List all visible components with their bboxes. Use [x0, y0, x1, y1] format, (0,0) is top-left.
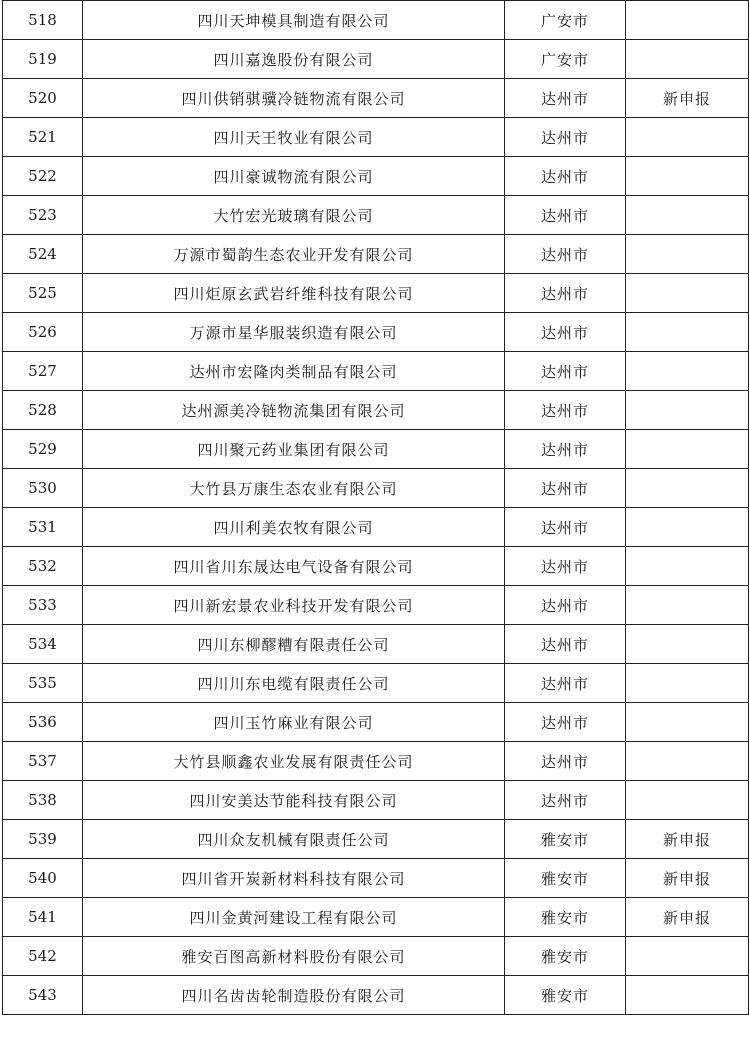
company-name: 四川利美农牧有限公司: [83, 508, 505, 547]
row-number: 518: [3, 1, 83, 40]
note-cell: [626, 430, 749, 469]
table-row: [3, 937, 749, 976]
table-row: [3, 508, 749, 547]
note-cell: 新申报: [626, 859, 749, 898]
city-name: 达州市: [505, 157, 626, 196]
table-row: [3, 79, 749, 118]
company-name: 四川炬原玄武岩纤维科技有限公司: [83, 274, 505, 313]
city-name: 达州市: [505, 274, 626, 313]
table-row: [3, 586, 749, 625]
city-name: 雅安市: [505, 937, 626, 976]
company-name: 雅安百图高新材料股份有限公司: [83, 937, 505, 976]
city-name: 广安市: [505, 1, 626, 40]
company-name: 四川新宏景农业科技开发有限公司: [83, 586, 505, 625]
city-name: 达州市: [505, 118, 626, 157]
row-number: 527: [3, 352, 83, 391]
table-row: [3, 820, 749, 859]
row-number: 532: [3, 547, 83, 586]
note-cell: [626, 742, 749, 781]
company-name: 大竹县顺鑫农业发展有限责任公司: [83, 742, 505, 781]
city-name: 达州市: [505, 781, 626, 820]
company-name: 四川聚元药业集团有限公司: [83, 430, 505, 469]
note-cell: [626, 703, 749, 742]
company-name: 达州源美冷链物流集团有限公司: [83, 391, 505, 430]
city-name: 达州市: [505, 391, 626, 430]
company-name: 四川东柳醪糟有限责任公司: [83, 625, 505, 664]
company-name: 达州市宏隆肉类制品有限公司: [83, 352, 505, 391]
company-name: 四川川东电缆有限责任公司: [83, 664, 505, 703]
note-cell: 新申报: [626, 79, 749, 118]
row-number: 535: [3, 664, 83, 703]
company-name: 四川玉竹麻业有限公司: [83, 703, 505, 742]
table-row: [3, 898, 749, 937]
company-name: 四川供销骐骥冷链物流有限公司: [83, 79, 505, 118]
city-name: 达州市: [505, 352, 626, 391]
row-number: 533: [3, 586, 83, 625]
note-cell: [626, 196, 749, 235]
row-number: 534: [3, 625, 83, 664]
row-number: 541: [3, 898, 83, 937]
company-list-table: [2, 0, 749, 1015]
table-row: [3, 352, 749, 391]
note-cell: [626, 235, 749, 274]
city-name: 广安市: [505, 40, 626, 79]
row-number: 539: [3, 820, 83, 859]
city-name: 达州市: [505, 235, 626, 274]
city-name: 达州市: [505, 79, 626, 118]
note-cell: [626, 664, 749, 703]
row-number: 537: [3, 742, 83, 781]
table-row: [3, 118, 749, 157]
city-name: 达州市: [505, 313, 626, 352]
table-row: [3, 742, 749, 781]
company-name: 四川安美达节能科技有限公司: [83, 781, 505, 820]
city-name: 达州市: [505, 547, 626, 586]
city-name: 达州市: [505, 508, 626, 547]
note-cell: [626, 391, 749, 430]
table-row: [3, 976, 749, 1015]
company-name: 四川豪诚物流有限公司: [83, 157, 505, 196]
row-number: 526: [3, 313, 83, 352]
table-row: [3, 430, 749, 469]
city-name: 雅安市: [505, 898, 626, 937]
table-row: [3, 859, 749, 898]
city-name: 达州市: [505, 625, 626, 664]
city-name: 达州市: [505, 430, 626, 469]
city-name: 雅安市: [505, 976, 626, 1015]
row-number: 530: [3, 469, 83, 508]
note-cell: [626, 976, 749, 1015]
company-name: 万源市星华服装织造有限公司: [83, 313, 505, 352]
note-cell: [626, 352, 749, 391]
table-row: [3, 664, 749, 703]
table-row: [3, 157, 749, 196]
city-name: 达州市: [505, 586, 626, 625]
note-cell: [626, 274, 749, 313]
row-number: 531: [3, 508, 83, 547]
table-row: [3, 274, 749, 313]
table-row: [3, 196, 749, 235]
city-name: 雅安市: [505, 859, 626, 898]
row-number: 520: [3, 79, 83, 118]
row-number: 540: [3, 859, 83, 898]
table-row: [3, 40, 749, 79]
company-name: 万源市蜀韵生态农业开发有限公司: [83, 235, 505, 274]
table-row: [3, 703, 749, 742]
table-row: [3, 625, 749, 664]
row-number: 542: [3, 937, 83, 976]
company-name: 大竹县万康生态农业有限公司: [83, 469, 505, 508]
table-body: [3, 1, 749, 1015]
table-row: [3, 781, 749, 820]
city-name: 达州市: [505, 664, 626, 703]
note-cell: [626, 586, 749, 625]
table-row: [3, 1, 749, 40]
row-number: 538: [3, 781, 83, 820]
row-number: 525: [3, 274, 83, 313]
company-name: 四川天王牧业有限公司: [83, 118, 505, 157]
row-number: 523: [3, 196, 83, 235]
row-number: 521: [3, 118, 83, 157]
company-name: 四川嘉逸股份有限公司: [83, 40, 505, 79]
company-name: 四川金黄河建设工程有限公司: [83, 898, 505, 937]
city-name: 达州市: [505, 196, 626, 235]
company-name: 大竹宏光玻璃有限公司: [83, 196, 505, 235]
row-number: 528: [3, 391, 83, 430]
company-name: 四川名齿齿轮制造股份有限公司: [83, 976, 505, 1015]
note-cell: [626, 937, 749, 976]
note-cell: [626, 313, 749, 352]
note-cell: [626, 118, 749, 157]
table-row: [3, 391, 749, 430]
note-cell: 新申报: [626, 820, 749, 859]
company-name: 四川众友机械有限责任公司: [83, 820, 505, 859]
city-name: 雅安市: [505, 820, 626, 859]
city-name: 达州市: [505, 469, 626, 508]
note-cell: [626, 508, 749, 547]
table-row: [3, 469, 749, 508]
row-number: 522: [3, 157, 83, 196]
note-cell: [626, 625, 749, 664]
note-cell: [626, 40, 749, 79]
row-number: 519: [3, 40, 83, 79]
city-name: 达州市: [505, 703, 626, 742]
table-row: [3, 313, 749, 352]
note-cell: [626, 781, 749, 820]
row-number: 536: [3, 703, 83, 742]
row-number: 543: [3, 976, 83, 1015]
row-number: 529: [3, 430, 83, 469]
note-cell: [626, 469, 749, 508]
company-name: 四川省川东晟达电气设备有限公司: [83, 547, 505, 586]
city-name: 达州市: [505, 742, 626, 781]
table-row: [3, 547, 749, 586]
table-row: [3, 235, 749, 274]
note-cell: [626, 547, 749, 586]
note-cell: [626, 157, 749, 196]
note-cell: 新申报: [626, 898, 749, 937]
company-name: 四川天坤模具制造有限公司: [83, 1, 505, 40]
company-name: 四川省开炭新材料科技有限公司: [83, 859, 505, 898]
note-cell: [626, 1, 749, 40]
row-number: 524: [3, 235, 83, 274]
